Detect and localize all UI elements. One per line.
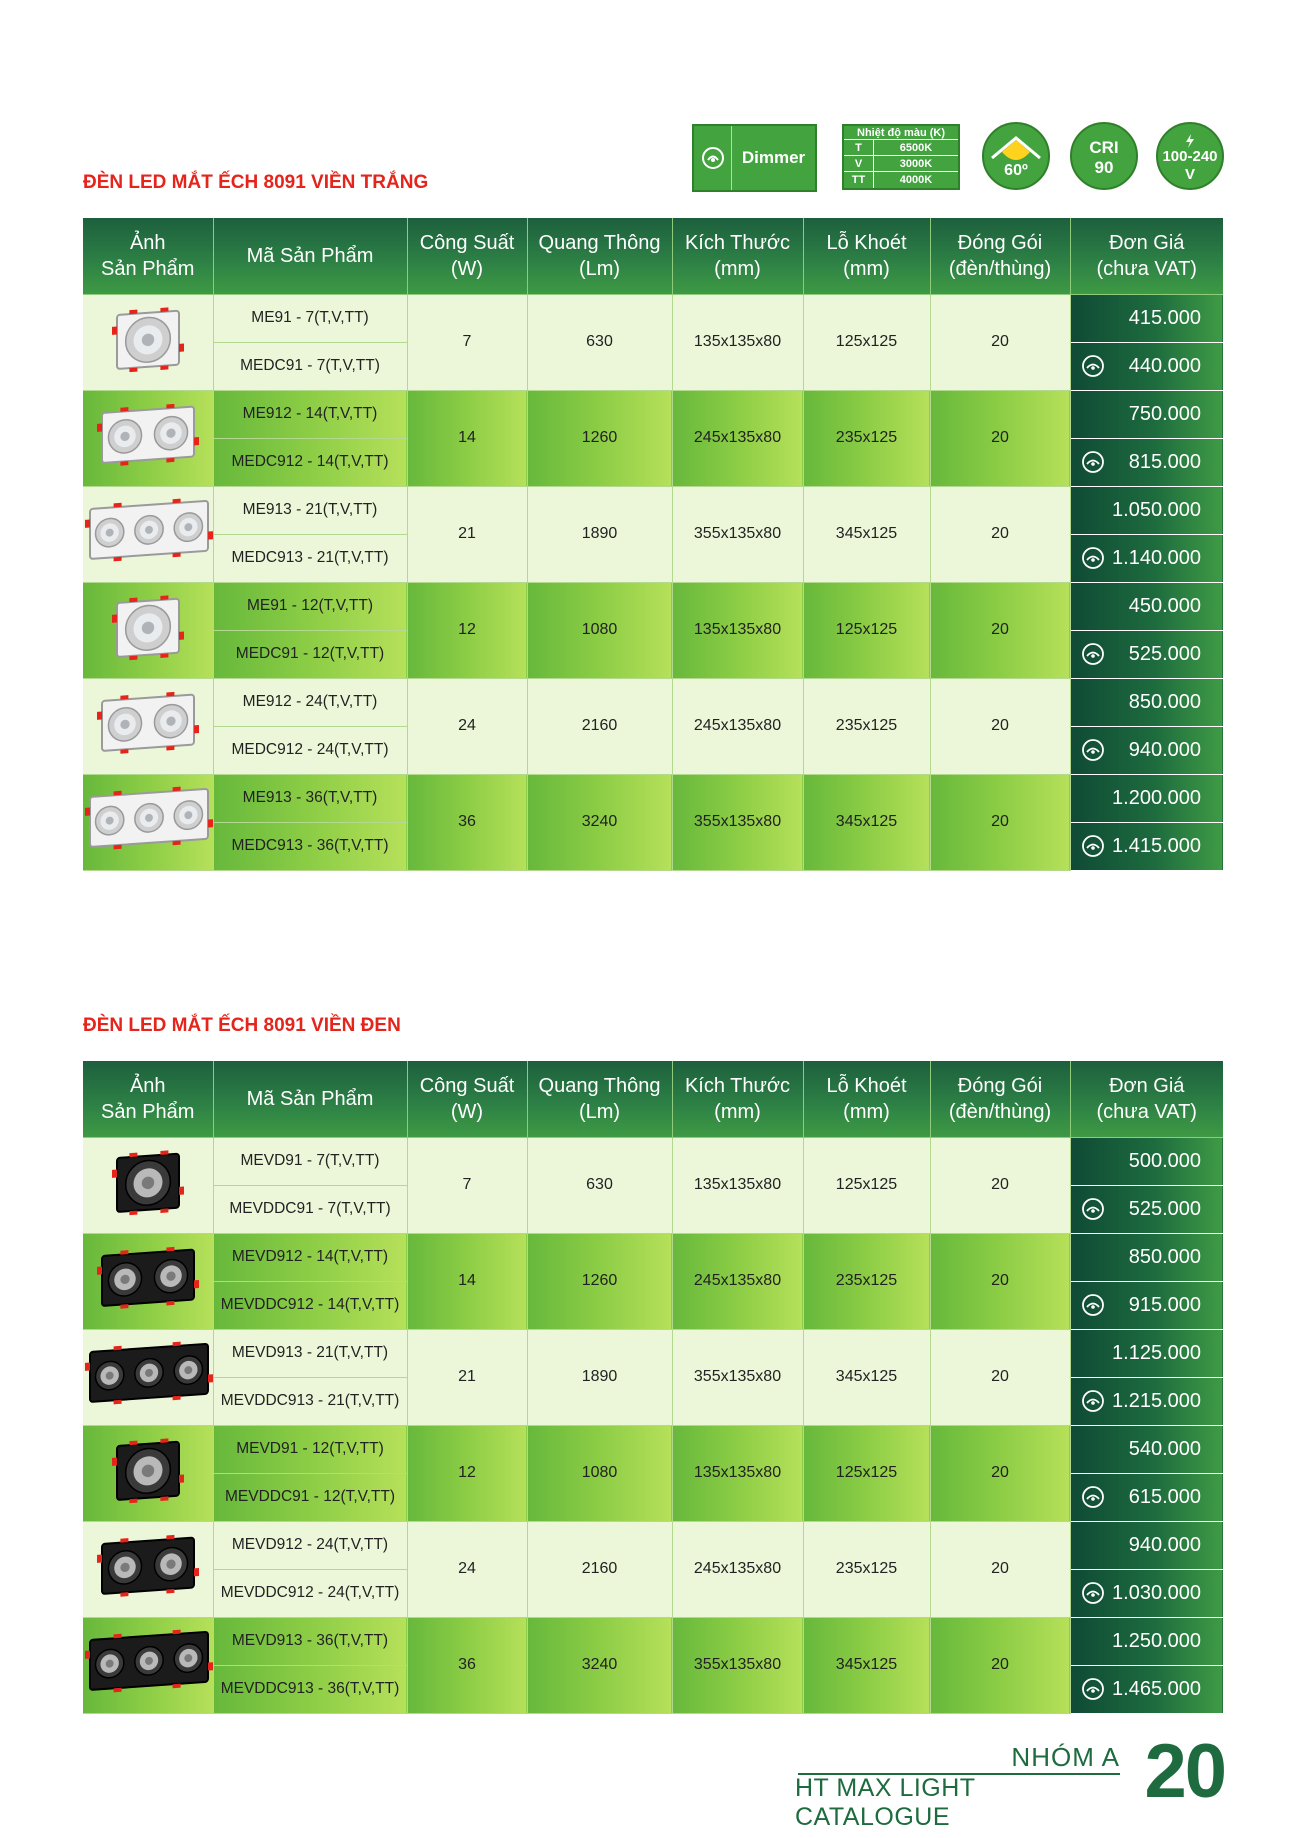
header-line: Mã Sản Phẩm [246, 244, 374, 267]
price-value: 815.000 [1128, 450, 1201, 473]
price-value: 850.000 [1128, 1245, 1201, 1268]
header-line: Ảnh [129, 1074, 166, 1097]
price-value: 915.000 [1128, 1293, 1201, 1316]
header-flux [527, 1061, 672, 1137]
pack-cell: 20 [930, 1617, 1070, 1713]
header-price [1070, 218, 1223, 294]
cutout-cell: 125x125 [803, 582, 930, 678]
dimmer-icon [1081, 450, 1105, 474]
price-value: 1.050.000 [1112, 498, 1201, 521]
power-cell: 36 [407, 1617, 527, 1713]
size-cell: 245x135x80 [672, 1521, 803, 1617]
color-temperature-row [844, 172, 958, 188]
flux-cell: 2160 [527, 678, 672, 774]
price-value: 440.000 [1128, 354, 1201, 377]
header-line: Kích Thước [684, 231, 791, 254]
beam-angle-badge [982, 122, 1050, 190]
power-cell: 24 [407, 678, 527, 774]
flux-cell: 1890 [527, 486, 672, 582]
product-code-dimmer: MEVDDC91 - 7(T,V,TT) [213, 1185, 407, 1233]
price-cell [1070, 1137, 1223, 1185]
color-temperature-badge [842, 124, 960, 190]
product-image-cell [83, 1137, 213, 1233]
price-cell [1070, 582, 1223, 630]
product-image-cell [83, 1617, 213, 1713]
price-value: 1.200.000 [1112, 786, 1201, 809]
header-line: Quang Thông [538, 1074, 661, 1097]
pack-cell: 20 [930, 678, 1070, 774]
product-image-cell [83, 294, 213, 390]
header-line: (W) [450, 1100, 484, 1123]
product-code-dimmer: MEVDDC913 - 36(T,V,TT) [213, 1665, 407, 1713]
header-line: Lỗ Khoét [826, 1074, 907, 1097]
cutout-cell: 345x125 [803, 486, 930, 582]
header-code [213, 1061, 407, 1137]
header-line: Đóng Gói [957, 231, 1043, 254]
flux-cell: 630 [527, 1137, 672, 1233]
dimmer-icon [694, 126, 732, 190]
product-code-dimmer: MEVDDC912 - 24(T,V,TT) [213, 1569, 407, 1617]
product-code: MEVD91 - 12(T,V,TT) [213, 1425, 407, 1473]
header-line: Công Suất [419, 231, 515, 254]
price-cell-dimmer [1070, 1473, 1223, 1521]
header-line: (mm) [714, 1100, 761, 1123]
flux-cell: 1080 [527, 582, 672, 678]
voltage-unit: V [1184, 166, 1195, 183]
power-cell: 24 [407, 1521, 527, 1617]
product-code-dimmer: MEDC913 - 36(T,V,TT) [213, 822, 407, 870]
table-header-row [83, 1061, 1223, 1137]
pack-cell: 20 [930, 390, 1070, 486]
table-row [83, 1425, 1223, 1473]
header-cutout [803, 1061, 930, 1137]
power-cell: 14 [407, 390, 527, 486]
table-row [83, 678, 1223, 726]
header-line: Sản Phẩm [101, 257, 195, 280]
header-flux [527, 218, 672, 294]
cri-label: CRI [1089, 138, 1119, 157]
size-cell: 135x135x80 [672, 1137, 803, 1233]
header-image [83, 1061, 213, 1137]
product-code: MEVD91 - 7(T,V,TT) [213, 1137, 407, 1185]
header-line: (mm) [843, 257, 890, 280]
cri-badge [1070, 122, 1138, 190]
dimmer-icon [1081, 642, 1105, 666]
section-title-black: ĐÈN LED MẮT ẾCH 8091 VIỀN ĐEN [83, 1015, 401, 1036]
dimmer-icon [1081, 1677, 1105, 1701]
product-image [83, 1341, 215, 1413]
pack-cell: 20 [930, 1425, 1070, 1521]
dimmer-icon [1081, 1197, 1105, 1221]
table-header-row [83, 218, 1223, 294]
product-code: MEVD912 - 14(T,V,TT) [213, 1233, 407, 1281]
header-power [407, 1061, 527, 1137]
price-cell-dimmer [1070, 1185, 1223, 1233]
header-line: Đơn Giá [1109, 1074, 1185, 1097]
header-line: Ảnh [129, 231, 166, 254]
table-row [83, 774, 1223, 822]
table-row [83, 390, 1223, 438]
cutout-cell: 235x125 [803, 678, 930, 774]
cutout-cell: 345x125 [803, 774, 930, 870]
header-size [672, 1061, 803, 1137]
price-cell [1070, 1617, 1223, 1665]
price-table-white [83, 218, 1223, 871]
price-value: 615.000 [1128, 1485, 1201, 1508]
product-code-dimmer: MEVDDC91 - 12(T,V,TT) [213, 1473, 407, 1521]
table-row [83, 486, 1223, 534]
header-power [407, 218, 527, 294]
pack-cell: 20 [930, 1329, 1070, 1425]
product-image-cell [83, 1425, 213, 1521]
header-line: (mm) [714, 257, 761, 280]
price-value: 940.000 [1128, 738, 1201, 761]
header-cutout [803, 218, 930, 294]
flux-cell: 1260 [527, 1233, 672, 1329]
size-cell: 135x135x80 [672, 1425, 803, 1521]
size-cell: 135x135x80 [672, 582, 803, 678]
price-value: 525.000 [1128, 642, 1201, 665]
product-code-dimmer: MEVDDC912 - 14(T,V,TT) [213, 1281, 407, 1329]
color-temperature-row [844, 156, 958, 172]
product-code-dimmer: MEDC913 - 21(T,V,TT) [213, 534, 407, 582]
header-pack [930, 218, 1070, 294]
cutout-cell: 235x125 [803, 1233, 930, 1329]
product-image [110, 592, 186, 668]
size-cell: 355x135x80 [672, 486, 803, 582]
header-line: Quang Thông [538, 231, 661, 254]
price-cell-dimmer [1070, 726, 1223, 774]
price-cell-dimmer [1070, 438, 1223, 486]
header-line: (đèn/thùng) [948, 1100, 1052, 1123]
flux-cell: 1890 [527, 1329, 672, 1425]
flux-cell: 1260 [527, 390, 672, 486]
power-cell: 21 [407, 486, 527, 582]
temp-value: 6500K [899, 142, 933, 154]
table-row [83, 1521, 1223, 1569]
temp-value: 4000K [899, 174, 933, 186]
product-code-dimmer: MEVDDC913 - 21(T,V,TT) [213, 1377, 407, 1425]
cutout-cell: 345x125 [803, 1617, 930, 1713]
price-cell-dimmer [1070, 342, 1223, 390]
dimmer-icon [1081, 1389, 1105, 1413]
dimmer-icon [1081, 546, 1105, 570]
size-cell: 355x135x80 [672, 1329, 803, 1425]
cutout-cell: 235x125 [803, 1521, 930, 1617]
product-image [95, 1533, 201, 1605]
product-code: ME91 - 7(T,V,TT) [213, 294, 407, 342]
power-cell: 21 [407, 1329, 527, 1425]
size-cell: 135x135x80 [672, 294, 803, 390]
product-image-cell [83, 1521, 213, 1617]
table-row [83, 1617, 1223, 1665]
product-image [83, 1629, 215, 1701]
page-footer [795, 1729, 1225, 1831]
pack-cell: 20 [930, 582, 1070, 678]
product-code: ME912 - 24(T,V,TT) [213, 678, 407, 726]
header-line: Đơn Giá [1109, 231, 1185, 254]
product-code-dimmer: MEDC91 - 12(T,V,TT) [213, 630, 407, 678]
dimmer-label: Dimmer [741, 148, 806, 167]
temp-code: V [844, 156, 874, 171]
price-value: 1.140.000 [1112, 546, 1201, 569]
product-image [95, 1245, 201, 1317]
size-cell: 245x135x80 [672, 1233, 803, 1329]
product-image-cell [83, 390, 213, 486]
price-cell [1070, 1521, 1223, 1569]
pack-cell: 20 [930, 774, 1070, 870]
table-row [83, 1233, 1223, 1281]
header-line: Mã Sản Phẩm [246, 1087, 374, 1110]
pack-cell: 20 [930, 1137, 1070, 1233]
color-temperature-row [844, 140, 958, 156]
table-row [83, 1137, 1223, 1185]
power-cell: 7 [407, 294, 527, 390]
pack-cell: 20 [930, 486, 1070, 582]
power-cell: 14 [407, 1233, 527, 1329]
header-line: (chưa VAT) [1096, 257, 1197, 280]
size-cell: 245x135x80 [672, 678, 803, 774]
price-cell [1070, 1329, 1223, 1377]
product-code: MEVD913 - 21(T,V,TT) [213, 1329, 407, 1377]
header-line: (Lm) [578, 257, 621, 280]
product-image-cell [83, 1233, 213, 1329]
product-code: ME913 - 21(T,V,TT) [213, 486, 407, 534]
voltage-badge [1156, 122, 1224, 190]
price-value: 940.000 [1128, 1533, 1201, 1556]
table-row [83, 294, 1223, 342]
cutout-cell: 125x125 [803, 1137, 930, 1233]
product-image-cell [83, 486, 213, 582]
power-cell: 12 [407, 582, 527, 678]
power-cell: 36 [407, 774, 527, 870]
header-line: Sản Phẩm [101, 1100, 195, 1123]
pack-cell: 20 [930, 294, 1070, 390]
product-code-dimmer: MEDC912 - 14(T,V,TT) [213, 438, 407, 486]
flux-cell: 3240 [527, 1617, 672, 1713]
price-value: 525.000 [1128, 1197, 1201, 1220]
header-line: (chưa VAT) [1096, 1100, 1197, 1123]
product-image-cell [83, 774, 213, 870]
price-cell-dimmer [1070, 534, 1223, 582]
header-line: Kích Thước [684, 1074, 791, 1097]
product-image-cell [83, 1329, 213, 1425]
catalogue-label: HT MAX LIGHT CATALOGUE [795, 1774, 976, 1831]
product-image-cell [83, 678, 213, 774]
header-pack [930, 1061, 1070, 1137]
product-image [83, 786, 215, 858]
product-image [110, 304, 186, 380]
dimmer-icon [1081, 1581, 1105, 1605]
price-cell [1070, 774, 1223, 822]
price-cell [1070, 486, 1223, 534]
cutout-cell: 235x125 [803, 390, 930, 486]
dimmer-icon [1081, 354, 1105, 378]
product-code: MEVD913 - 36(T,V,TT) [213, 1617, 407, 1665]
header-line: (đèn/thùng) [948, 257, 1052, 280]
dimmer-badge [692, 124, 817, 192]
group-label: NHÓM A [1011, 1742, 1120, 1772]
product-code: ME912 - 14(T,V,TT) [213, 390, 407, 438]
flux-cell: 630 [527, 294, 672, 390]
size-cell: 355x135x80 [672, 774, 803, 870]
price-value: 415.000 [1128, 306, 1201, 329]
price-value: 1.415.000 [1112, 834, 1201, 857]
header-line: (Lm) [578, 1100, 621, 1123]
dimmer-icon [1081, 738, 1105, 762]
header-line: Công Suất [419, 1074, 515, 1097]
header-line: (mm) [843, 1100, 890, 1123]
temp-code: T [844, 140, 874, 155]
price-value: 1.030.000 [1112, 1581, 1201, 1604]
header-size [672, 218, 803, 294]
pack-cell: 20 [930, 1233, 1070, 1329]
color-temperature-header: Nhiệt độ màu (K) [844, 126, 958, 140]
pack-cell: 20 [930, 1521, 1070, 1617]
product-code-dimmer: MEDC912 - 24(T,V,TT) [213, 726, 407, 774]
price-value: 500.000 [1128, 1149, 1201, 1172]
price-cell [1070, 1233, 1223, 1281]
price-value: 450.000 [1128, 594, 1201, 617]
lightning-icon [1184, 134, 1196, 148]
price-cell [1070, 390, 1223, 438]
header-line: Lỗ Khoét [826, 231, 907, 254]
size-cell: 355x135x80 [672, 1617, 803, 1713]
price-value: 1.125.000 [1112, 1341, 1201, 1364]
size-cell: 245x135x80 [672, 390, 803, 486]
price-cell-dimmer [1070, 1281, 1223, 1329]
header-line: Đóng Gói [957, 1074, 1043, 1097]
product-image [95, 690, 201, 762]
product-code-dimmer: MEDC91 - 7(T,V,TT) [213, 342, 407, 390]
header-price [1070, 1061, 1223, 1137]
product-code: ME913 - 36(T,V,TT) [213, 774, 407, 822]
flux-cell: 1080 [527, 1425, 672, 1521]
temp-code: TT [844, 172, 874, 188]
cutout-cell: 125x125 [803, 294, 930, 390]
price-cell-dimmer [1070, 1569, 1223, 1617]
beam-angle-value: 60º [1004, 162, 1028, 179]
cri-value: 90 [1094, 158, 1114, 177]
price-cell [1070, 678, 1223, 726]
header-code [213, 218, 407, 294]
price-value: 750.000 [1128, 402, 1201, 425]
section-title-white: ĐÈN LED MẮT ẾCH 8091 VIỀN TRẮNG [83, 172, 429, 193]
product-image-cell [83, 582, 213, 678]
dimmer-icon [1081, 834, 1105, 858]
price-value: 1.465.000 [1112, 1677, 1201, 1700]
spec-badges [692, 122, 1224, 194]
price-table-black [83, 1061, 1223, 1714]
price-cell-dimmer [1070, 630, 1223, 678]
header-image [83, 218, 213, 294]
temp-value: 3000K [899, 158, 933, 170]
header-line: (W) [450, 257, 484, 280]
product-code: MEVD912 - 24(T,V,TT) [213, 1521, 407, 1569]
price-value: 1.250.000 [1112, 1629, 1201, 1652]
flux-cell: 2160 [527, 1521, 672, 1617]
price-cell-dimmer [1070, 822, 1223, 870]
price-cell [1070, 294, 1223, 342]
dimmer-icon [1081, 1485, 1105, 1509]
product-image [110, 1147, 186, 1223]
power-cell: 12 [407, 1425, 527, 1521]
price-value: 540.000 [1128, 1437, 1201, 1460]
price-cell [1070, 1425, 1223, 1473]
cutout-cell: 125x125 [803, 1425, 930, 1521]
price-value: 1.215.000 [1112, 1389, 1201, 1412]
price-cell-dimmer [1070, 1377, 1223, 1425]
product-image [95, 402, 201, 474]
price-value: 850.000 [1128, 690, 1201, 713]
table-row [83, 582, 1223, 630]
product-code: ME91 - 12(T,V,TT) [213, 582, 407, 630]
price-cell-dimmer [1070, 1665, 1223, 1713]
product-image [83, 498, 215, 570]
product-image [110, 1435, 186, 1511]
voltage-range: 100-240 [1162, 148, 1218, 165]
cutout-cell: 345x125 [803, 1329, 930, 1425]
power-cell: 7 [407, 1137, 527, 1233]
table-row [83, 1329, 1223, 1377]
dimmer-icon [1081, 1293, 1105, 1317]
page-number: 20 [1144, 1729, 1225, 1814]
flux-cell: 3240 [527, 774, 672, 870]
